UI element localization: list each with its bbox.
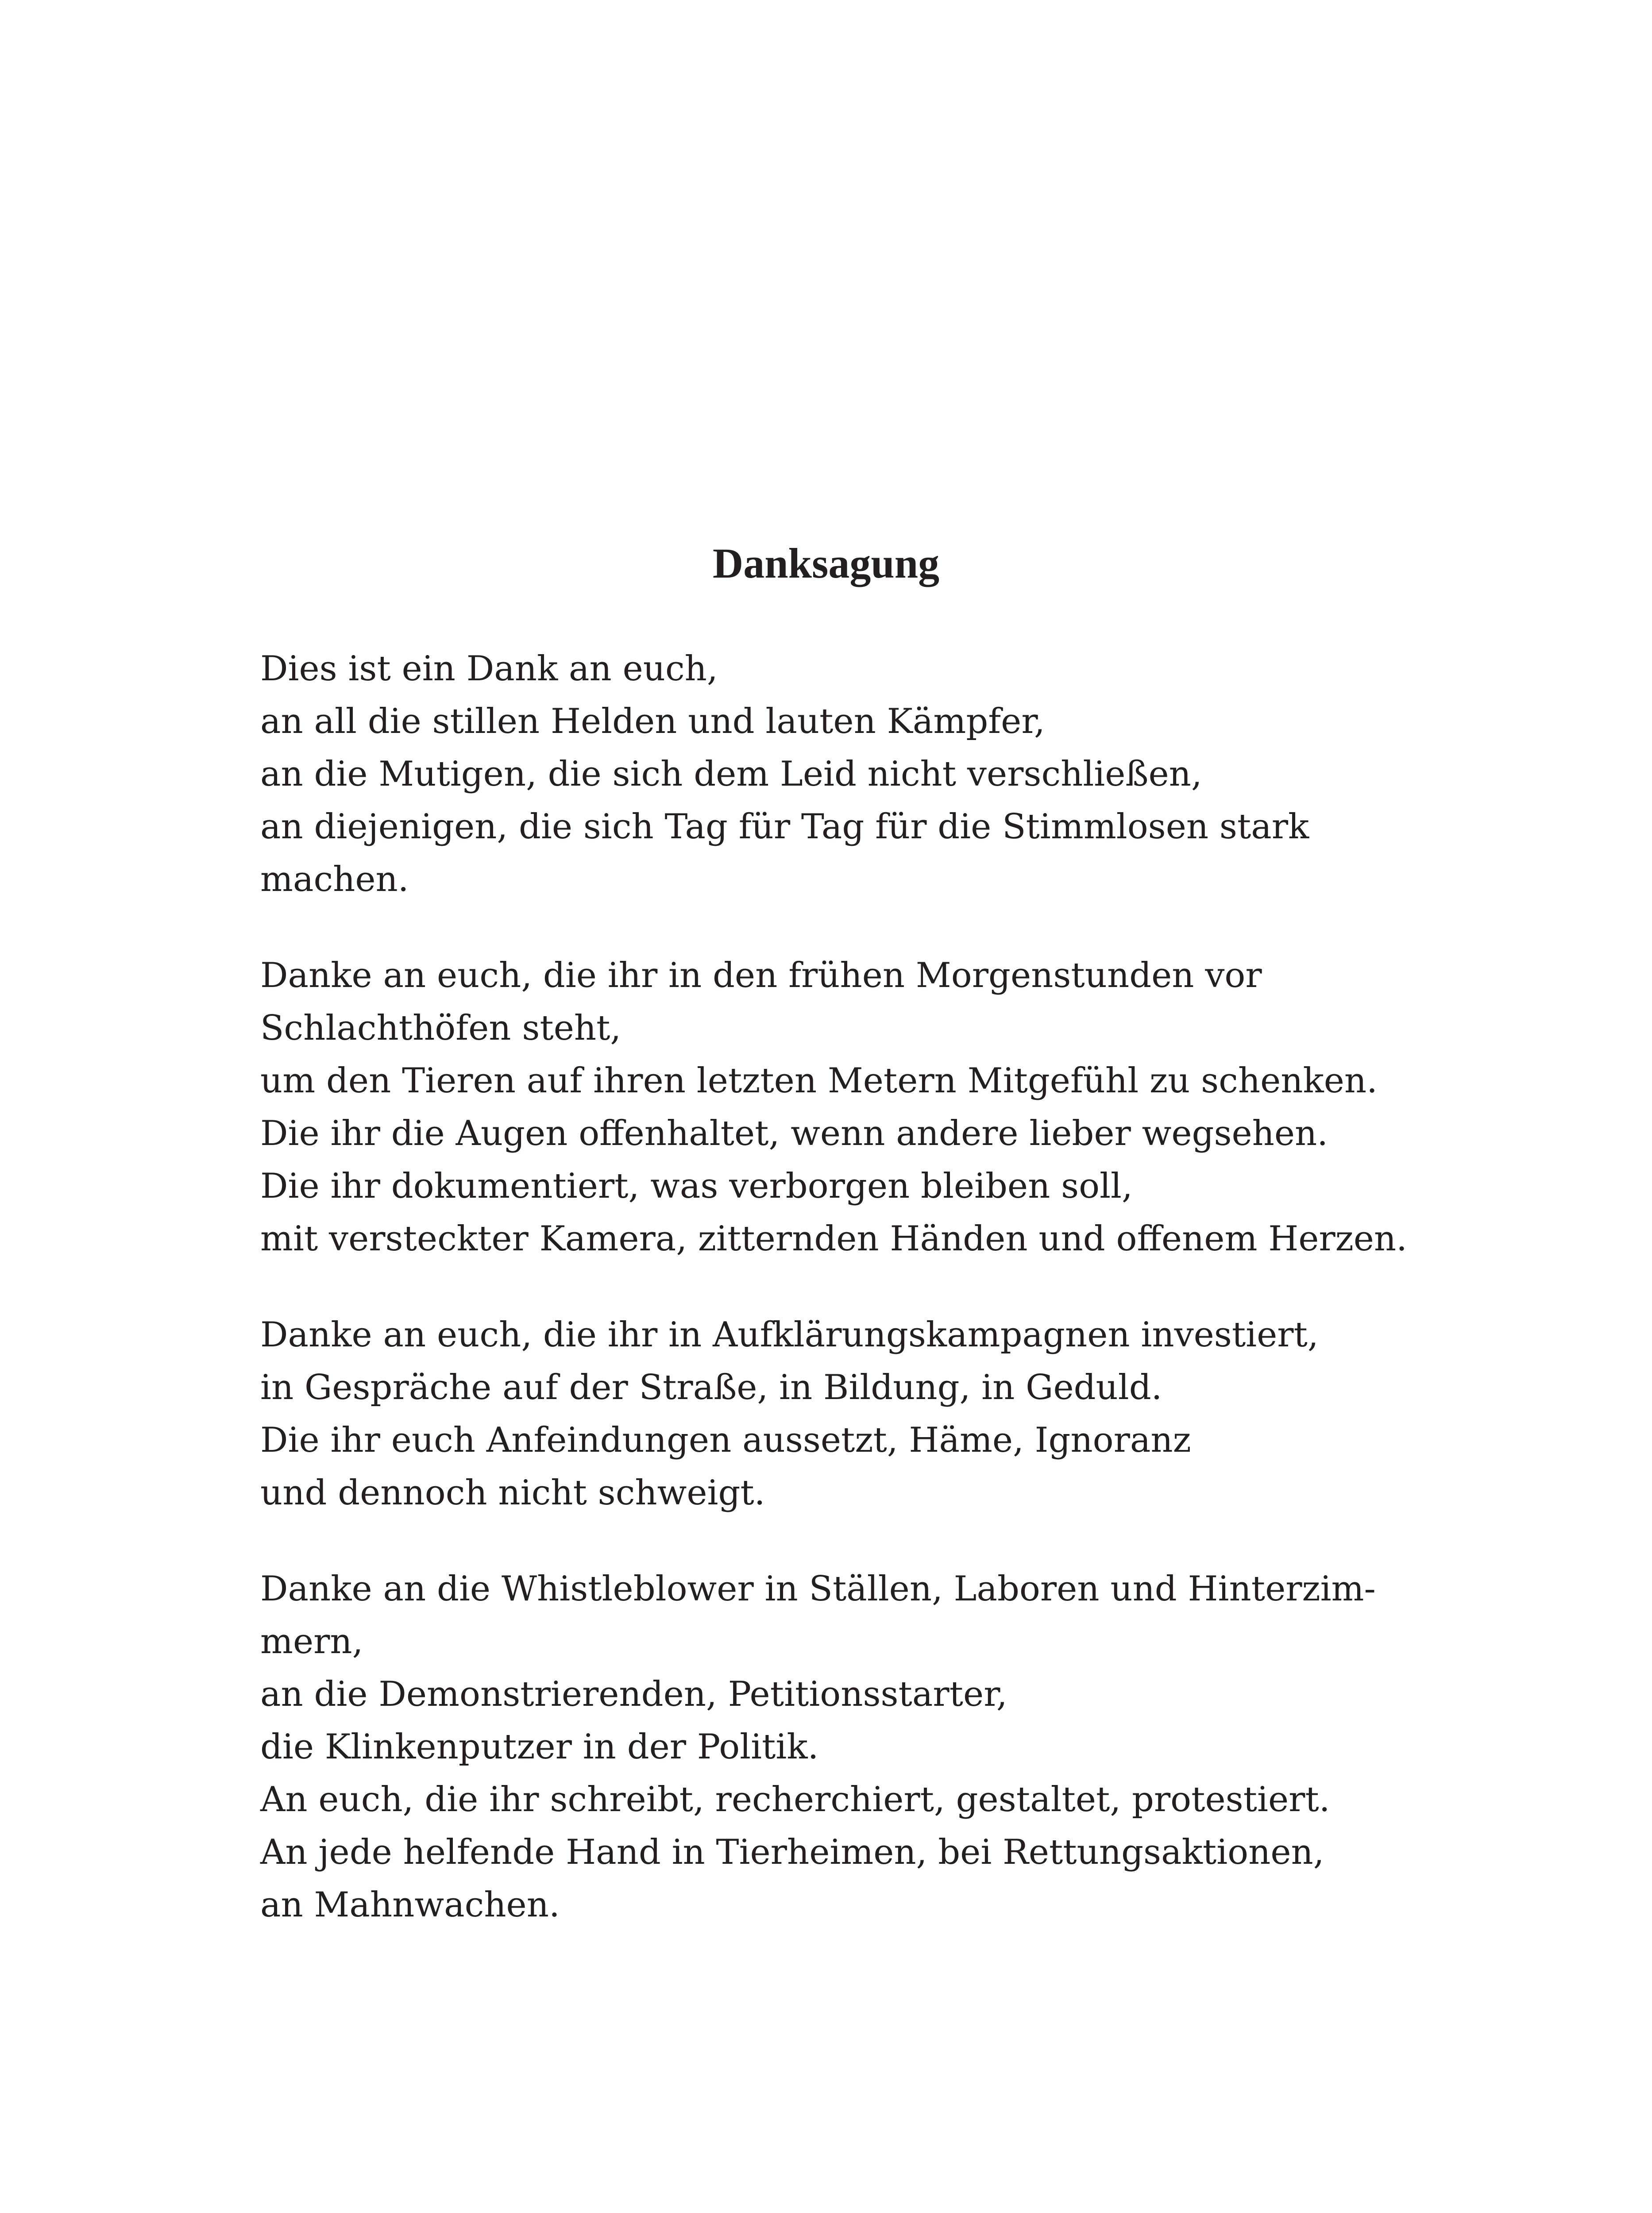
text-line: an die Mutigen, die sich dem Leid nicht verschließen, [260,754,1202,794]
text-line: Die ihr dokumentiert, was verborgen bleiben soll, [260,1166,1133,1206]
text-line: An jede helfende Hand in Tierheimen, bei Rettungsaktionen, [260,1832,1324,1872]
text-line: und dennoch nicht schweigt. [260,1473,765,1513]
stanza-4 [260,1563,1455,1932]
text-line: die Klinkenputzer in der Politik. [260,1727,819,1767]
text-line: Danke an euch, die ihr in den frühen Morgenstunden vor [260,956,1262,995]
text-line: Die ihr die Augen offenhaltet, wenn andere lieber wegsehen. [260,1114,1328,1153]
text-line: Schlachthöfen steht, [260,1008,621,1048]
text-line: Danke an euch, die ihr in Aufklärungskampagnen investiert, [260,1315,1319,1355]
text-line: an Mahnwachen. [260,1885,560,1925]
text-line: an diejenigen, die sich Tag für Tag für die Stimmlosen stark [260,807,1309,847]
text-line: mit versteckter Kamera, zitternden Händen und offenem Herzen. [260,1219,1407,1259]
text-line: mern, [260,1622,363,1662]
text-line: Dies ist ein Dank an euch, [260,649,718,689]
poem-body [260,643,1455,1975]
page-title: Danksagung [712,540,940,587]
text-line: um den Tieren auf ihren letzten Metern Mitgefühl zu schenken. [260,1061,1378,1101]
text-line: an die Demonstrierenden, Petitionsstarter, [260,1674,1007,1714]
stanza-2 [260,949,1455,1265]
text-line: machen. [260,860,409,899]
stanza-3 [260,1309,1455,1519]
text-line: Die ihr euch Anfeindungen aussetzt, Häme, Ignoranz [260,1420,1191,1460]
text-line: An euch, die ihr schreibt, recherchiert, gestaltet, protestiert. [260,1780,1330,1820]
text-line: Danke an die Whistleblower in Ställen, Laboren und Hinterzim- [260,1569,1376,1609]
text-line: in Gespräche auf der Straße, in Bildung, in Geduld. [260,1368,1162,1407]
stanza-1 [260,643,1455,906]
text-line: an all die stillen Helden und lauten Kämpfer, [260,702,1045,741]
